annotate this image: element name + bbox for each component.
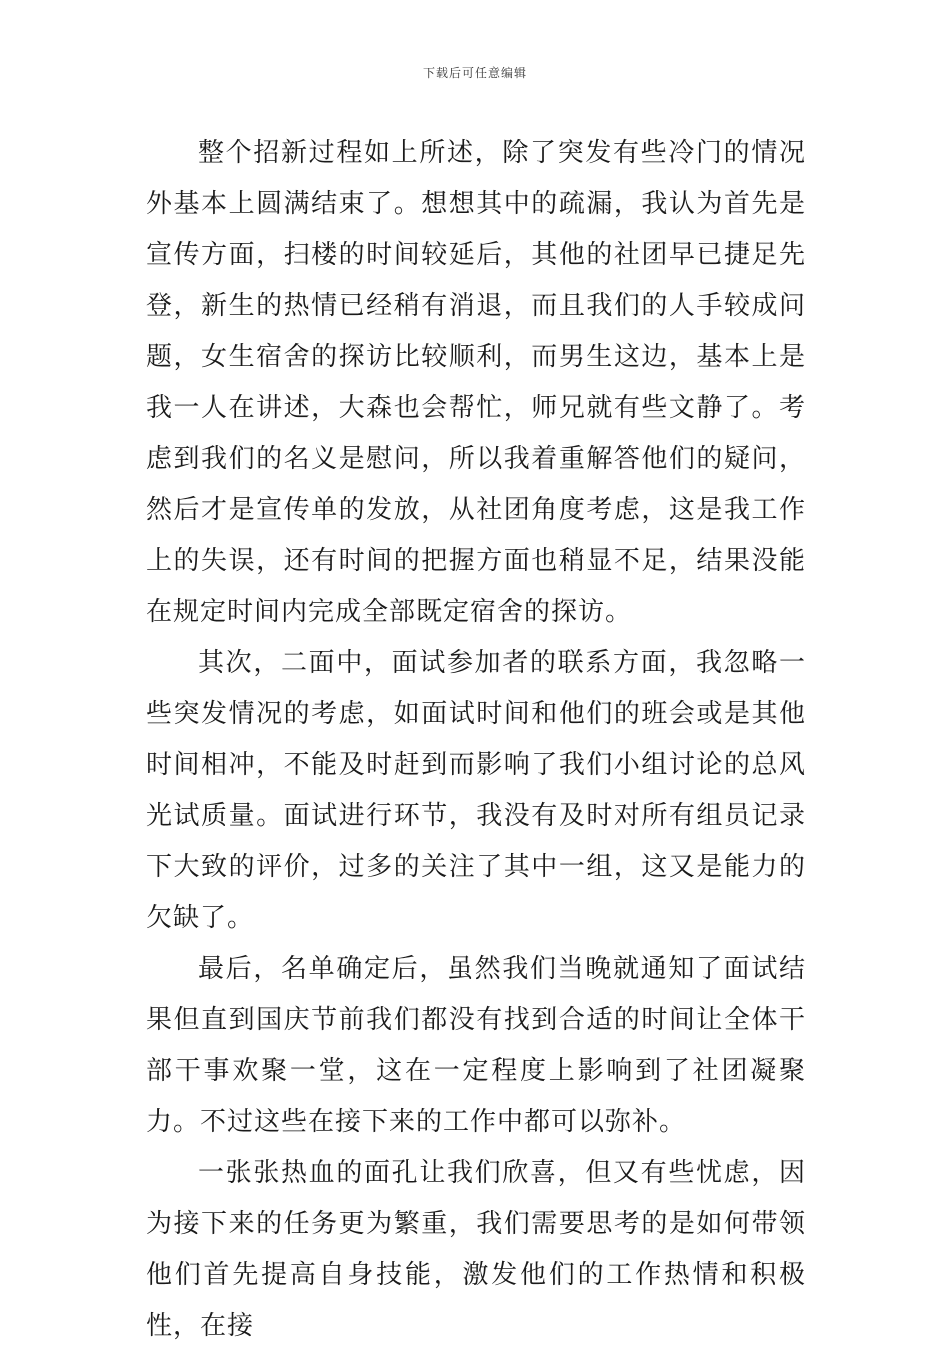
page-header-note: 下载后可任意编辑: [422, 66, 527, 80]
paragraph-1: 整个招新过程如上所述，除了突发有些冷门的情况外基本上圆满结束了。想想其中的疏漏，我认为首先是宣传方面，扫楼的时间较延后，其他的社团早已捷足先登，新生的热情已经稍有消退，而且我们的人手较成问题，女生宿舍的探访比较顺利，而男生这边，基本上是我一人在讲述，大森也会帮忙，师兄就有些文静了。考虑到我们的名义是慰问，所以我着重解答他们的疑问，然后才是宣传单的发放，从社团角度考虑，这是我工作上的失误，还有时间的把握方面也稍显不足，结果没能在规定时间内完成全部既定宿舍的探访。: [146, 138, 806, 627]
paragraph-2: 其次，二面中，面试参加者的联系方面，我忽略一些突发情况的考虑，如面试时间和他们的班会或是其他时间相冲，不能及时赶到而影响了我们小组讨论的总风光试质量。面试进行环节，我没有及时对所有组员记录下大致的评价，过多的关注了其中一组，这又是能力的欠缺了。: [146, 648, 806, 933]
paragraph-3: 最后，名单确定后，虽然我们当晚就通知了面试结果但直到国庆节前我们都没有找到合适的时间让全体干部干事欢聚一堂，这在一定程度上影响到了社团凝聚力。不过这些在接下来的工作中都可以弥补。: [146, 954, 806, 1137]
document-body: [146, 128, 806, 1352]
paragraph-4: 一张张热血的面孔让我们欣喜，但又有些忧虑，因为接下来的任务更为繁重，我们需要思考的是如何带领他们首先提高自身技能，激发他们的工作热情和积极性，在接: [146, 1158, 806, 1341]
